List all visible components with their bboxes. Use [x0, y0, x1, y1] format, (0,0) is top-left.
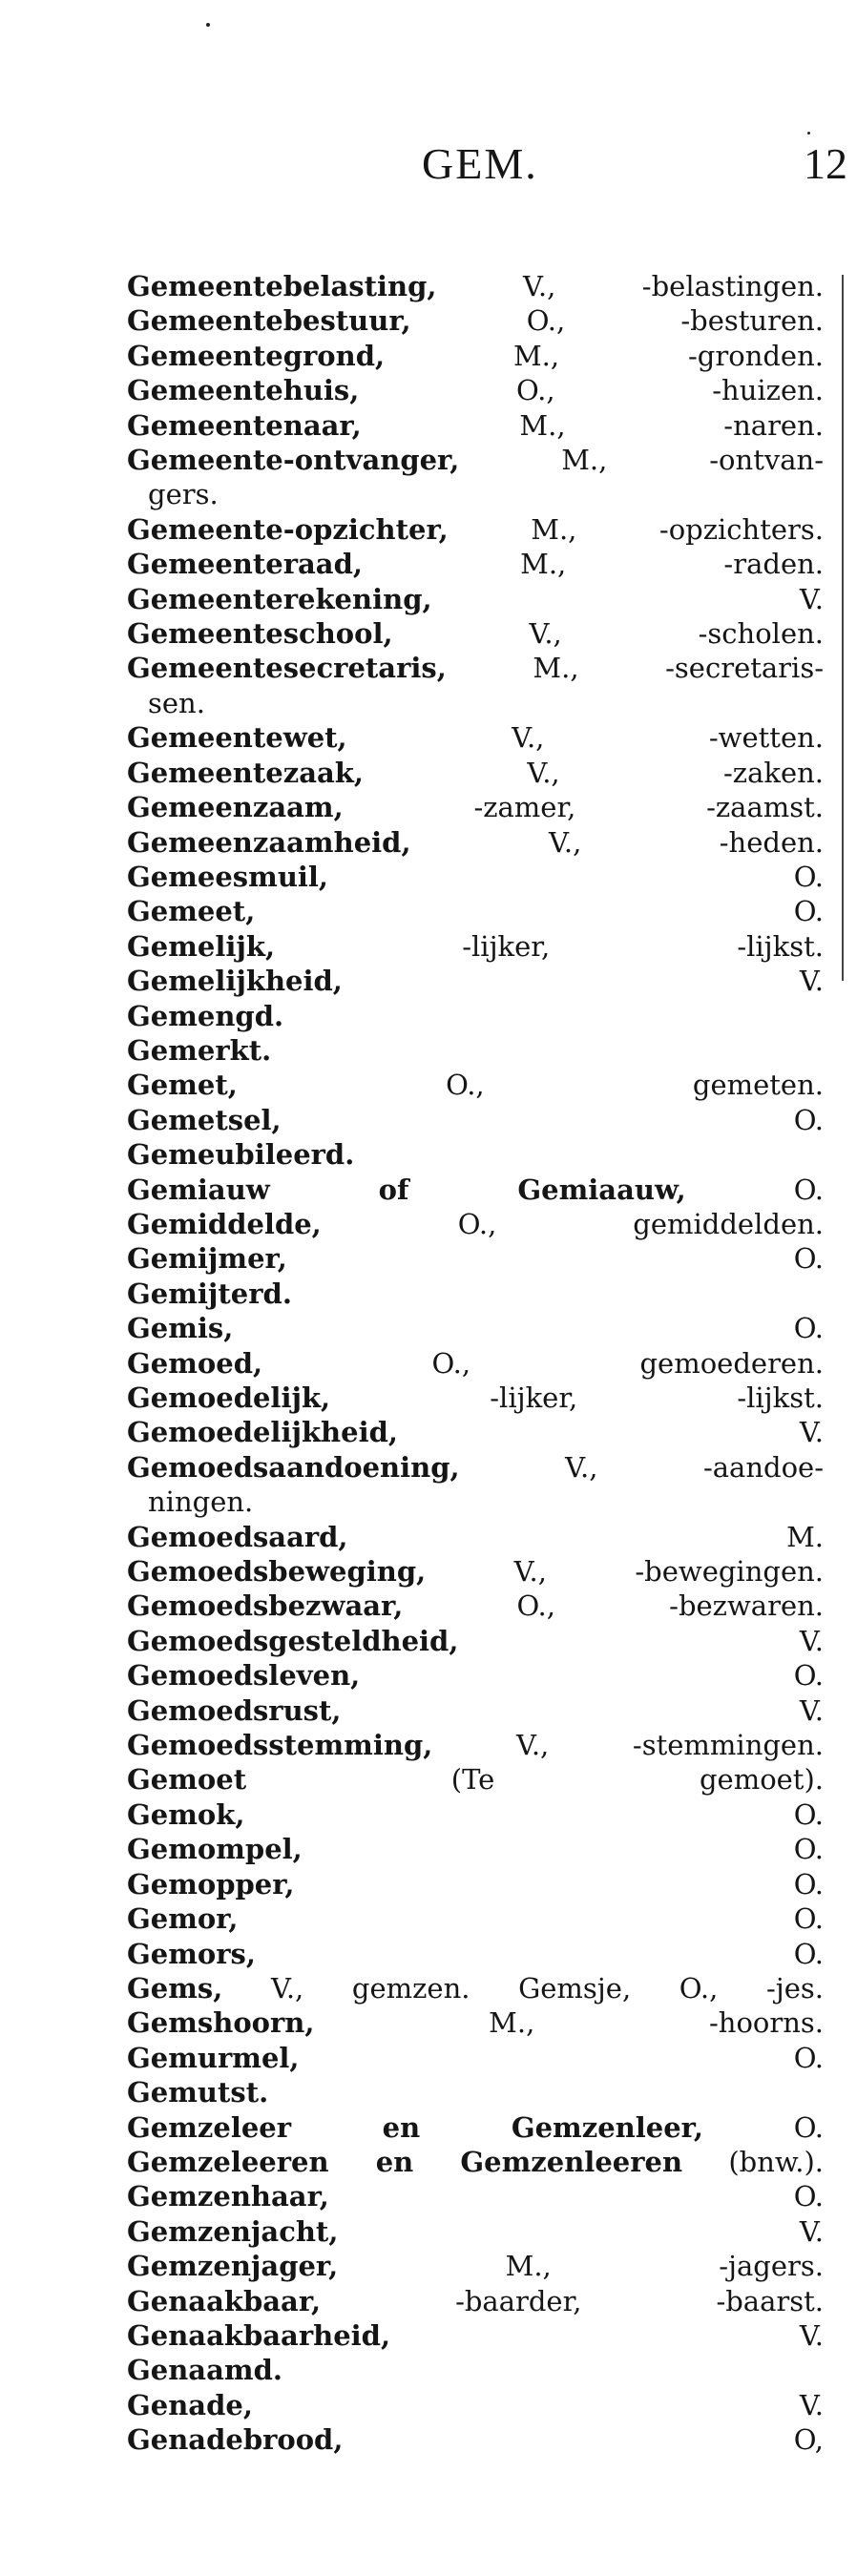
entry-grammar: M., -ontvan-: [561, 444, 824, 477]
entry-grammar: O.: [793, 2110, 824, 2144]
entry-headword: Gemelijkheid,: [127, 965, 343, 998]
entry-grammar: O.: [793, 1659, 824, 1693]
dictionary-entry: [127, 1728, 824, 1762]
dictionary-entry: [127, 1311, 824, 1345]
dictionary-entry: [127, 894, 824, 928]
entry-headword: Gemeentewet,: [127, 721, 347, 755]
page-number: 12: [804, 139, 847, 188]
entry-grammar: M., -jagers.: [505, 2250, 824, 2283]
entry-headword: Gemors,: [127, 1937, 256, 1970]
entry-headword: Genadebrood,: [127, 2423, 344, 2457]
entry-grammar: O.: [793, 2041, 824, 2074]
entry-headword: Gemeet,: [127, 895, 256, 928]
entry-headword: Gemis,: [127, 1312, 234, 1345]
dictionary-entry: [127, 373, 824, 407]
entry-grammar: V.: [799, 1416, 824, 1449]
entry-grammar: O.: [793, 1173, 824, 1206]
entry-grammar: V., -stemmingen.: [515, 1729, 824, 1762]
dictionary-entry: [127, 929, 824, 964]
entry-grammar: ningen.: [148, 1485, 254, 1519]
entry-grammar: O.: [793, 1902, 824, 1936]
entry-grammar: V.: [799, 1693, 824, 1727]
entry-grammar: O.: [793, 895, 824, 928]
entry-grammar: sen.: [148, 686, 205, 719]
dictionary-entry: [127, 547, 824, 581]
dictionary-entry: [127, 303, 824, 338]
entry-grammar: O., gemiddelden.: [457, 1207, 824, 1240]
entry-headword: Gemoedelijk,: [127, 1381, 331, 1414]
dictionary-entry: [127, 1554, 824, 1589]
entry-headword: Gemok,: [127, 1797, 245, 1831]
dictionary-entry: [127, 616, 824, 651]
entry-grammar: M., -gronden.: [512, 339, 824, 372]
dictionary-entry: [127, 1241, 824, 1276]
entry-headword: Gemeentesecretaris,: [127, 652, 447, 685]
entry-grammar: O,: [793, 2423, 824, 2457]
entry-continuation: [127, 477, 824, 511]
entry-grammar: O.: [793, 1103, 824, 1136]
entry-grammar: V.: [799, 2214, 824, 2248]
entry-headword: Gemetsel,: [127, 1103, 282, 1136]
dictionary-entry: [127, 1137, 824, 1172]
dictionary-entry: [127, 651, 824, 685]
dictionary-entry: [127, 2388, 824, 2422]
dictionary-entry: [127, 1415, 824, 1449]
entry-grammar: O.: [793, 1833, 824, 1866]
dictionary-entry: [127, 1103, 824, 1137]
entry-headword: Gemeubileerd.: [127, 1138, 355, 1172]
entry-grammar: O.: [793, 1797, 824, 1831]
entry-headword: Gemijterd.: [127, 1277, 292, 1310]
entry-headword: Gemutst.: [127, 2076, 269, 2109]
dictionary-entry: [127, 2284, 824, 2318]
entry-grammar: O., -huizen.: [516, 374, 824, 407]
entry-headword: Gemzenjager,: [127, 2250, 339, 2283]
dictionary-entry: [127, 1937, 824, 1971]
entry-grammar: O., -besturen.: [526, 304, 825, 338]
dictionary-entry: [127, 582, 824, 616]
entry-headword: Genaakbaar,: [127, 2284, 322, 2317]
entry-headword: Gemeentehuis,: [127, 374, 360, 407]
dictionary-entry: [127, 2041, 824, 2075]
dictionary-entry: [127, 1797, 824, 1832]
entry-headword: Gemengd.: [127, 999, 284, 1032]
entry-grammar: -baarder, -baarst.: [455, 2284, 824, 2317]
dictionary-entry: [127, 860, 824, 894]
entry-headword: Gemiauw of Gemiaauw,: [127, 1173, 686, 1206]
running-head: GEM.: [422, 139, 538, 188]
entry-headword: Gemoedsbeweging,: [127, 1555, 427, 1589]
entry-grammar: V., -wetten.: [512, 721, 824, 755]
dictionary-entry: [127, 1346, 824, 1381]
entry-grammar: V.: [799, 1624, 824, 1657]
dictionary-entry: [127, 2422, 824, 2457]
dictionary-entry: [127, 2353, 824, 2387]
entry-headword: Gemeenterekening,: [127, 582, 432, 615]
entry-grammar: V., gemzen. Gemsje, O., -jes.: [270, 1971, 824, 2005]
print-speck-top: [206, 23, 210, 27]
entry-grammar: M.: [786, 1520, 824, 1553]
entry-grammar: O.: [793, 1937, 824, 1970]
entry-headword: Gemshoorn,: [127, 2006, 315, 2040]
entry-grammar: V.: [799, 582, 824, 615]
entry-grammar: V., -scholen.: [529, 617, 824, 651]
entry-grammar: V., -zaken.: [527, 756, 825, 789]
entry-headword: Gemoedelijkheid,: [127, 1416, 398, 1449]
entry-grammar: V., -aandoe-: [565, 1450, 824, 1484]
entry-grammar: O.: [793, 1867, 824, 1901]
dictionary-entry: [127, 825, 824, 860]
dictionary-entry: [127, 1381, 824, 1415]
dictionary-entry: [127, 1901, 824, 1936]
entry-grammar: O.: [793, 2180, 824, 2213]
dictionary-entry: [127, 1762, 824, 1797]
entry-headword: Gemopper,: [127, 1867, 295, 1901]
entry-headword: Gemoedsstemming,: [127, 1729, 433, 1762]
entry-grammar: V.: [799, 965, 824, 998]
dictionary-entry: [127, 1658, 824, 1693]
dictionary-entry: [127, 443, 824, 477]
entry-headword: Gemeentenaar,: [127, 408, 362, 442]
entry-continuation: [127, 1485, 824, 1519]
entry-headword: Gemeente-opzichter,: [127, 512, 449, 546]
dictionary-entry: [127, 2214, 824, 2249]
entry-headword: Genade,: [127, 2388, 253, 2421]
entry-grammar: V., -bewegingen.: [513, 1555, 824, 1589]
entry-headword: Gemeenzaamheid,: [127, 825, 411, 859]
entry-headword: Gemzenjacht,: [127, 2214, 339, 2248]
entry-headword: Gemoedsaandoening,: [127, 1450, 460, 1484]
entry-headword: Gemeentezaak,: [127, 756, 364, 789]
entry-grammar: O.: [793, 860, 824, 893]
entry-grammar: M., -opzichters.: [531, 512, 824, 546]
entry-grammar: M., -raden.: [520, 548, 825, 581]
entry-headword: Gemeentebestuur,: [127, 304, 411, 338]
page-header: [0, 138, 857, 205]
dictionary-entry: [127, 1693, 824, 1728]
entry-headword: Gemeente-ontvanger,: [127, 444, 460, 477]
dictionary-entry: [127, 1450, 824, 1485]
entry-headword: Gemeenteraad,: [127, 548, 363, 581]
entry-grammar: V.: [799, 2388, 824, 2421]
dictionary-entry: [127, 512, 824, 547]
entry-grammar: V.: [799, 2318, 824, 2352]
entry-grammar: O., gemeten.: [446, 1069, 824, 1102]
entry-headword: Gemiddelde,: [127, 1207, 322, 1240]
dictionary-entry: [127, 2075, 824, 2109]
entry-grammar: M., -secretaris-: [533, 652, 824, 685]
entry-headword: Gemzeleer en Gemzenleer,: [127, 2110, 703, 2144]
dictionary-entry: [127, 1277, 824, 1311]
dictionary-entry: [127, 1971, 824, 2005]
entry-headword: Gemeesmuil,: [127, 860, 329, 893]
dictionary-entry: [127, 269, 824, 303]
dictionary-entry: [127, 720, 824, 755]
entry-grammar: (bnw.).: [728, 2145, 825, 2178]
entry-headword: Gems,: [127, 1971, 223, 2005]
entry-headword: Gemzeleeren en Gemzenleeren: [127, 2145, 683, 2178]
entry-headword: Gemerkt.: [127, 1033, 272, 1067]
dictionary-entry: [127, 2249, 824, 2283]
entry-headword: Genaakbaarheid,: [127, 2318, 391, 2352]
dictionary-entry: [127, 999, 824, 1033]
entry-headword: Gemeenzaam,: [127, 791, 344, 824]
entry-grammar: O., -bezwaren.: [516, 1589, 824, 1623]
dictionary-entry: [127, 964, 824, 998]
entry-headword: Gemor,: [127, 1902, 239, 1936]
entry-headword: Gemeentebelasting,: [127, 270, 437, 302]
entry-headword: Gemoedsleven,: [127, 1659, 361, 1693]
entry-headword: Gemoedsrust,: [127, 1693, 342, 1727]
dictionary-entry: [127, 2005, 824, 2040]
entry-grammar: O.: [793, 1312, 824, 1345]
dictionary-entry: [127, 2179, 824, 2213]
dictionary-entry: [127, 2110, 824, 2145]
dictionary-entry: [127, 408, 824, 443]
entry-grammar: M., -hoorns.: [489, 2006, 825, 2040]
entry-headword: Gemelijk,: [127, 929, 276, 963]
entry-grammar: -lijker, -lijkst.: [490, 1381, 824, 1414]
entry-grammar: gers.: [148, 478, 219, 511]
dictionary-entry: [127, 1589, 824, 1623]
dictionary-entry: [127, 1867, 824, 1901]
entry-headword: Gemeenteschool,: [127, 617, 393, 651]
entry-headword: Gemzenhaar,: [127, 2180, 329, 2213]
entry-headword: Gemijmer,: [127, 1242, 287, 1276]
entry-headword: Gemoet: [127, 1763, 247, 1797]
entry-headword: Gemoed,: [127, 1346, 263, 1380]
margin-rule: [842, 275, 844, 981]
entry-grammar: V., -belastingen.: [522, 270, 825, 302]
entry-continuation: [127, 686, 824, 720]
entry-grammar: O., gemoederen.: [431, 1346, 824, 1380]
entry-grammar: V., -heden.: [549, 825, 824, 859]
dictionary-entry: [127, 2145, 824, 2179]
entry-headword: Genaamd.: [127, 2354, 282, 2387]
dictionary-entry: [127, 1033, 824, 1068]
entry-headword: Gemet,: [127, 1069, 238, 1102]
entry-headword: Gemeentegrond,: [127, 339, 386, 372]
dictionary-entry: [127, 2318, 824, 2353]
entry-grammar: O.: [793, 1242, 824, 1276]
dictionary-entry: [127, 1068, 824, 1102]
entry-grammar: (Te gemoet).: [450, 1763, 824, 1797]
dictionary-entry: [127, 1520, 824, 1554]
entry-grammar: -lijker, -lijkst.: [462, 929, 824, 963]
dictionary-entry: [127, 1207, 824, 1241]
dictionary-entry: [127, 1173, 824, 1207]
dictionary-entry-list: [127, 269, 824, 2458]
entry-headword: Gemurmel,: [127, 2041, 300, 2074]
dictionary-entry: [127, 1832, 824, 1866]
print-speck-right: [807, 132, 810, 135]
entry-headword: Gemoedsbezwaar,: [127, 1589, 404, 1623]
dictionary-entry: [127, 756, 824, 790]
entry-grammar: M., -naren.: [519, 408, 824, 442]
dictionary-entry: [127, 790, 824, 824]
dictionary-entry: [127, 1624, 824, 1658]
dictionary-entry: [127, 339, 824, 373]
entry-headword: Gemoedsaard,: [127, 1520, 348, 1553]
entry-headword: Gemompel,: [127, 1833, 303, 1866]
entry-headword: Gemoedsgesteldheid,: [127, 1624, 459, 1657]
entry-grammar: -zamer, -zaamst.: [473, 791, 824, 824]
